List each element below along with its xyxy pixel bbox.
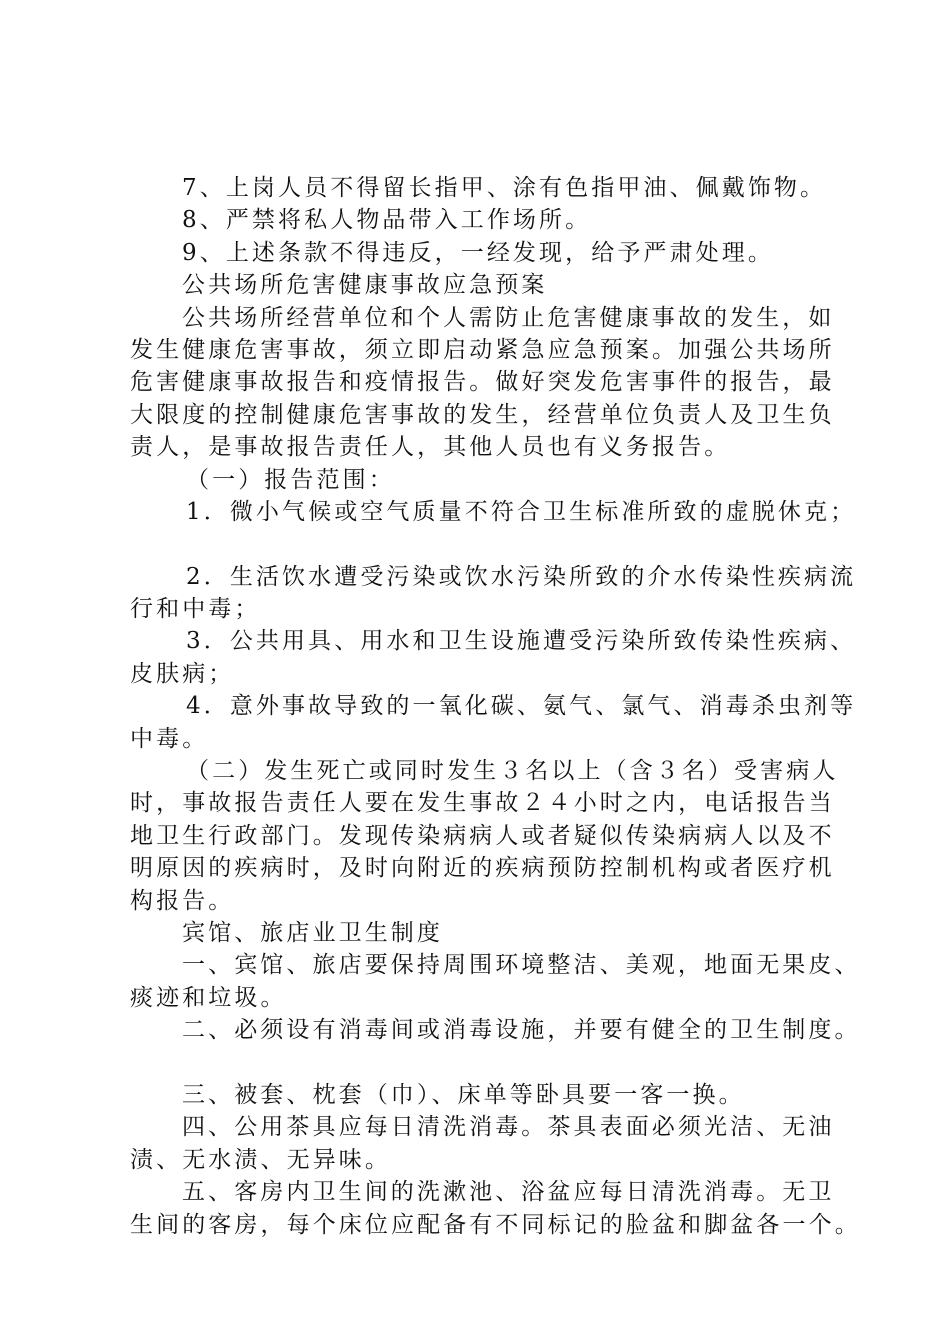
list-item: 2．生活饮水遭受污染或饮水污染所致的介水传染性疾病流: [186, 563, 857, 590]
paragraph-line: 责人，是事故报告责任人，其他人员也有义务报告。: [130, 434, 731, 461]
paragraph-line: 公共场所经营单位和个人需防止危害健康事故的发生，如: [182, 304, 835, 331]
blank-line: [130, 1047, 850, 1079]
list-item-continuation: 中毒。: [130, 725, 209, 752]
list-item: 4．意外事故导致的一氧化碳、氨气、氯气、消毒杀虫剂等: [186, 693, 857, 720]
list-item-continuation: 皮肤病；: [130, 660, 235, 687]
rule-9: 9、上述条款不得违反，一经发现，给予严肃处理。: [182, 239, 774, 266]
paragraph-line: 生间的客房，每个床位应配备有不同标记的脸盆和脚盆各一个。: [130, 1211, 861, 1238]
paragraph-line: 四、公用茶具应每日清洗消毒。茶具表面必须光洁、无油: [182, 1114, 835, 1141]
section-heading-hotel-hygiene: 宾馆、旅店业卫生制度: [182, 919, 443, 946]
subheading-report-scope: （一）报告范围：: [186, 466, 395, 493]
list-item-continuation: 行和中毒；: [130, 596, 261, 623]
paragraph-line: 危害健康事故报告和疫情报告。做好突发危害事件的报告，最: [130, 369, 835, 396]
paragraph-line: 明原因的疾病时，及时向附近的疾病预防控制机构或者医疗机: [130, 855, 835, 882]
paragraph-line: 时，事故报告责任人要在发生事故２４小时之内，电话报告当: [130, 790, 835, 817]
paragraph-line: 五、客房内卫生间的洗漱池、浴盆应每日清洗消毒。无卫: [182, 1179, 835, 1206]
rule-7: 7、上岗人员不得留长指甲、涂有色指甲油、佩戴饰物。: [182, 175, 827, 201]
paragraph-line: 三、被套、枕套（巾）、床单等卧具要一客一换。: [182, 1081, 745, 1108]
paragraph-line: （二）发生死亡或同时发生３名以上（含３名）受害病人: [186, 758, 839, 785]
section-heading-emergency-plan: 公共场所危害健康事故应急预案: [182, 272, 548, 299]
list-item: 1．微小气候或空气质量不符合卫生标准所致的虚脱休克；: [186, 498, 857, 525]
list-item: 3．公共用具、用水和卫生设施遭受污染所致传染性疾病、: [186, 628, 857, 655]
paragraph-line: 发生健康危害事故，须立即启动紧急应急预案。加强公共场所: [130, 336, 835, 363]
paragraph-line: 构报告。: [130, 887, 235, 914]
paragraph-line: 大限度的控制健康危害事故的发生，经营单位负责人及卫生负: [130, 401, 835, 428]
paragraph-line: 痰迹和垃圾。: [130, 984, 287, 1011]
blank-line: [130, 528, 850, 560]
rule-8: 8、严禁将私人物品带入工作场所。: [182, 207, 592, 234]
document-body: [130, 172, 861, 1241]
paragraph-line: 二、必须设有消毒间或消毒设施，并要有健全的卫生制度。: [182, 1017, 861, 1044]
paragraph-line: 渍、无水渍、无异味。: [130, 1146, 391, 1173]
paragraph-line: 地卫生行政部门。发现传染病病人或者疑似传染病病人以及不: [130, 822, 835, 849]
paragraph-line: 一、宾馆、旅店要保持周围环境整洁、美观，地面无果皮、: [182, 952, 861, 979]
